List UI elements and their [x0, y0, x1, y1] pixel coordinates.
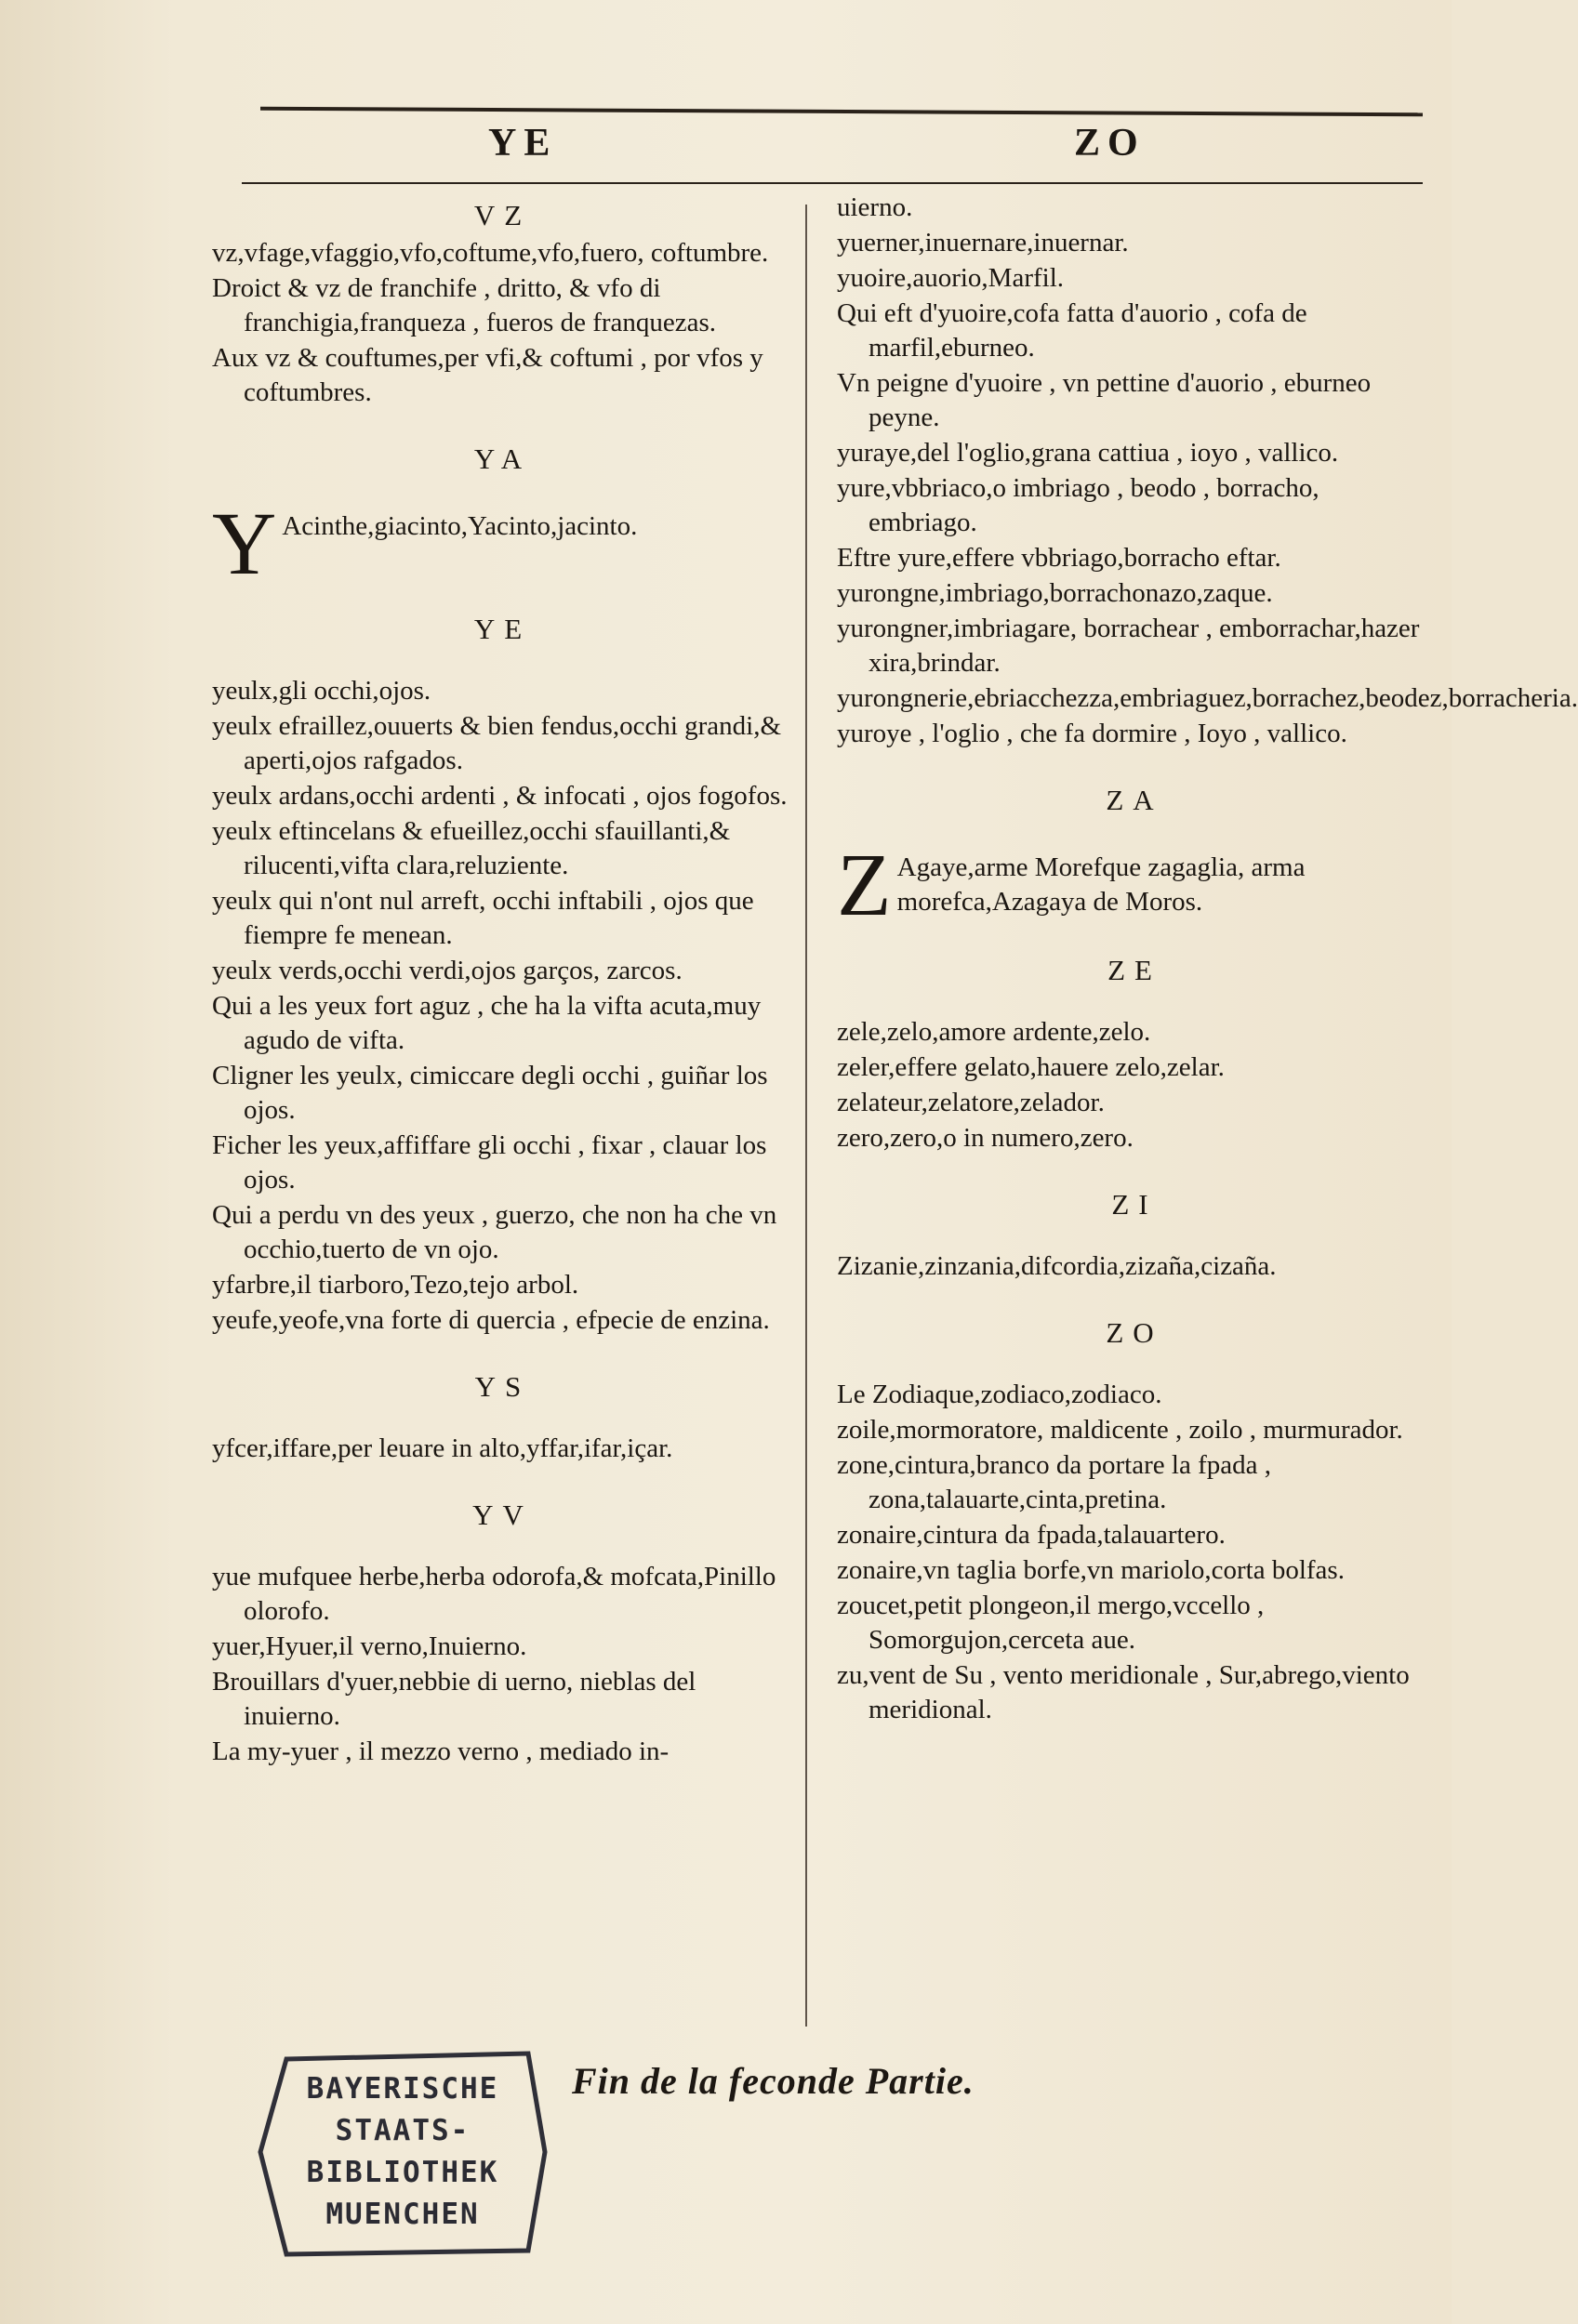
running-head-left: YE — [488, 122, 558, 165]
dictionary-entry: zonaire,cintura da fpada,talauartero. — [837, 1520, 1226, 1550]
dictionary-entry: Qui a les yeux fort aguz , che ha la vifta acuta,muy agudo de vifta. — [212, 991, 762, 1055]
dictionary-entry: Droict & vz de franchife , dritto, & vfo di franchigia,franqueza , fueros de franquezas. — [212, 273, 717, 337]
top-rule — [260, 107, 1423, 117]
dictionary-entry: yuer,Hyuer,il verno,Inuierno. — [212, 1631, 527, 1661]
dictionary-entry: zu,vent de Su , vento meridionale , Sur,abrego,viento meridional. — [837, 1660, 1410, 1724]
dictionary-entry: vz,vfage,vfaggio,vfo,coftume,vfo,fuero, coftumbre. — [212, 238, 769, 268]
left-column — [212, 191, 793, 1770]
stamp-line: BIBLIOTHEK — [306, 2156, 499, 2189]
column-divider — [805, 205, 807, 2027]
dictionary-entry: yeufe,yeofe,vna forte di quercia , efpecie de enzina. — [212, 1305, 770, 1335]
stamp-line: MUENCHEN — [325, 2198, 480, 2231]
dictionary-entry: uierno. — [837, 192, 913, 222]
library-stamp — [249, 2040, 556, 2264]
dictionary-entry: Qui eft d'yuoire,cofa fatta d'auorio , cofa de marfil,eburneo. — [837, 298, 1307, 363]
dictionary-entry: yurongne,imbriago,borrachonazo,zaque. — [837, 578, 1273, 608]
dictionary-entry: yurongner,imbriagare, borrachear , emborrachar,hazer xira,brindar. — [837, 614, 1420, 678]
dictionary-entry: Cligner les yeulx, cimiccare degli occhi , guiñar los ojos. — [212, 1061, 768, 1125]
dictionary-entry: yuoire,auorio,Marfil. — [837, 263, 1065, 293]
dictionary-entry: yfarbre,il tiarboro,Tezo,tejo arbol. — [212, 1270, 579, 1300]
dictionary-entry: Qui a perdu vn des yeux , guerzo, che non ha che vn occhio,tuerto de vn ojo. — [212, 1200, 777, 1264]
dictionary-entry: yure,vbbriaco,o imbriago , beodo , borracho, embriago. — [837, 473, 1319, 537]
dictionary-entry: zeler,effere gelato,hauere zelo,zelar. — [837, 1052, 1225, 1082]
dictionary-entry: yfcer,iffare,per leuare in alto,yffar,ifar,içar. — [212, 1433, 673, 1463]
dictionary-entry: yurongnerie,ebriacchezza,embriaguez,borrachez,beodez,borracheria. — [837, 683, 1578, 713]
section-heading: VZ — [473, 199, 532, 231]
part-end-note: Fin de la feconde Partie. — [572, 2060, 975, 2102]
section-heading: YE — [473, 613, 532, 645]
dictionary-entry: yeulx ardans,occhi ardenti , & infocati , ojos fogofos. — [212, 781, 788, 811]
dictionary-entry — [837, 835, 1432, 934]
dictionary-entry: yeulx efraillez,ouuerts & bien fendus,occhi grandi,& aperti,ojos rafgados. — [212, 711, 782, 775]
dictionary-entry: yeulx verds,occhi verdi,ojos garços, zarcos. — [212, 956, 683, 985]
dictionary-entry: zero,zero,o in numero,zero. — [837, 1123, 1134, 1153]
entry-text: Acinthe,giacinto,Yacinto,jacinto. — [282, 511, 638, 541]
section-heading: YS — [474, 1370, 531, 1403]
dictionary-entry: yue mufquee herbe,herba odorofa,& mofcata,Pinillo olorofo. — [212, 1562, 776, 1626]
dictionary-entry: yeulx eftincelans & efueillez,occhi sfauillanti,& rilucenti,vifta clara,reluziente. — [212, 816, 731, 880]
dictionary-entry: Brouillars d'yuer,nebbie di uerno, nieblas del inuierno. — [212, 1667, 696, 1731]
section-heading: ZO — [1106, 1316, 1163, 1349]
dictionary-entry: Le Zodiaque,zodiaco,zodiaco. — [837, 1380, 1162, 1409]
dictionary-entry: Aux vz & couftumes,per vfi,& coftumi , por vfos y coftumbres. — [212, 343, 763, 407]
header-rule — [242, 182, 1423, 184]
entry-text: Agaye,arme Morefque zagaglia, arma morefca,Azagaya de Moros. — [896, 852, 1306, 917]
dictionary-entry: yeulx,gli occhi,ojos. — [212, 676, 431, 706]
dictionary-entry: zoucet,petit plongeon,il mergo,vccello , Somorgujon,cerceta aue. — [837, 1591, 1265, 1655]
right-column — [837, 191, 1578, 1728]
dictionary-entry: yeulx qui n'ont nul arreft, occhi inftabili , ojos que fiempre fe menean. — [212, 886, 754, 950]
dictionary-entry: zonaire,vn taglia borfe,vn mariolo,corta bolfas. — [837, 1555, 1345, 1585]
stamp-line: BAYERISCHE — [306, 2072, 499, 2106]
running-head-right: ZO — [1074, 122, 1146, 165]
dictionary-entry: yuroye , l'oglio , che fa dormire , Ioyo , vallico. — [837, 719, 1347, 748]
dictionary-entry: yuraye,del l'oglio,grana cattiua , ioyo , vallico. — [837, 438, 1339, 468]
section-heading: YA — [473, 442, 532, 475]
section-heading: ZI — [1111, 1188, 1158, 1221]
dictionary-entry: Vn peigne d'yuoire , vn pettine d'auorio , eburneo peyne. — [837, 368, 1372, 432]
dictionary-entry: yuerner,inuernare,inuernar. — [837, 228, 1129, 257]
dictionary-entry: Eftre yure,effere vbbriago,borracho eftar. — [837, 543, 1281, 573]
dictionary-entry: Ficher les yeux,affiffare gli occhi , fixar , clauar los ojos. — [212, 1130, 767, 1195]
dictionary-entry: zone,cintura,branco da portare la fpada , zona,talauarte,cinta,pretina. — [837, 1450, 1271, 1514]
dictionary-entry: zele,zelo,amore ardente,zelo. — [837, 1017, 1151, 1047]
section-heading: YV — [472, 1499, 533, 1531]
dictionary-entry — [212, 494, 793, 593]
dictionary-entry: La my-yuer , il mezzo verno , mediado in- — [212, 1736, 670, 1766]
stamp-line: STAATS- — [335, 2114, 471, 2147]
section-heading: ZE — [1107, 954, 1161, 986]
dictionary-entry: Zizanie,zinzania,difcordia,zizaña,cizaña. — [837, 1251, 1277, 1281]
drop-cap: Z — [837, 835, 892, 934]
section-heading: ZA — [1106, 784, 1163, 816]
dictionary-entry: zoile,mormoratore, maldicente , zoilo , murmurador. — [837, 1415, 1403, 1445]
dictionary-entry: zelateur,zelatore,zelador. — [837, 1088, 1105, 1117]
drop-cap: Y — [212, 494, 277, 593]
